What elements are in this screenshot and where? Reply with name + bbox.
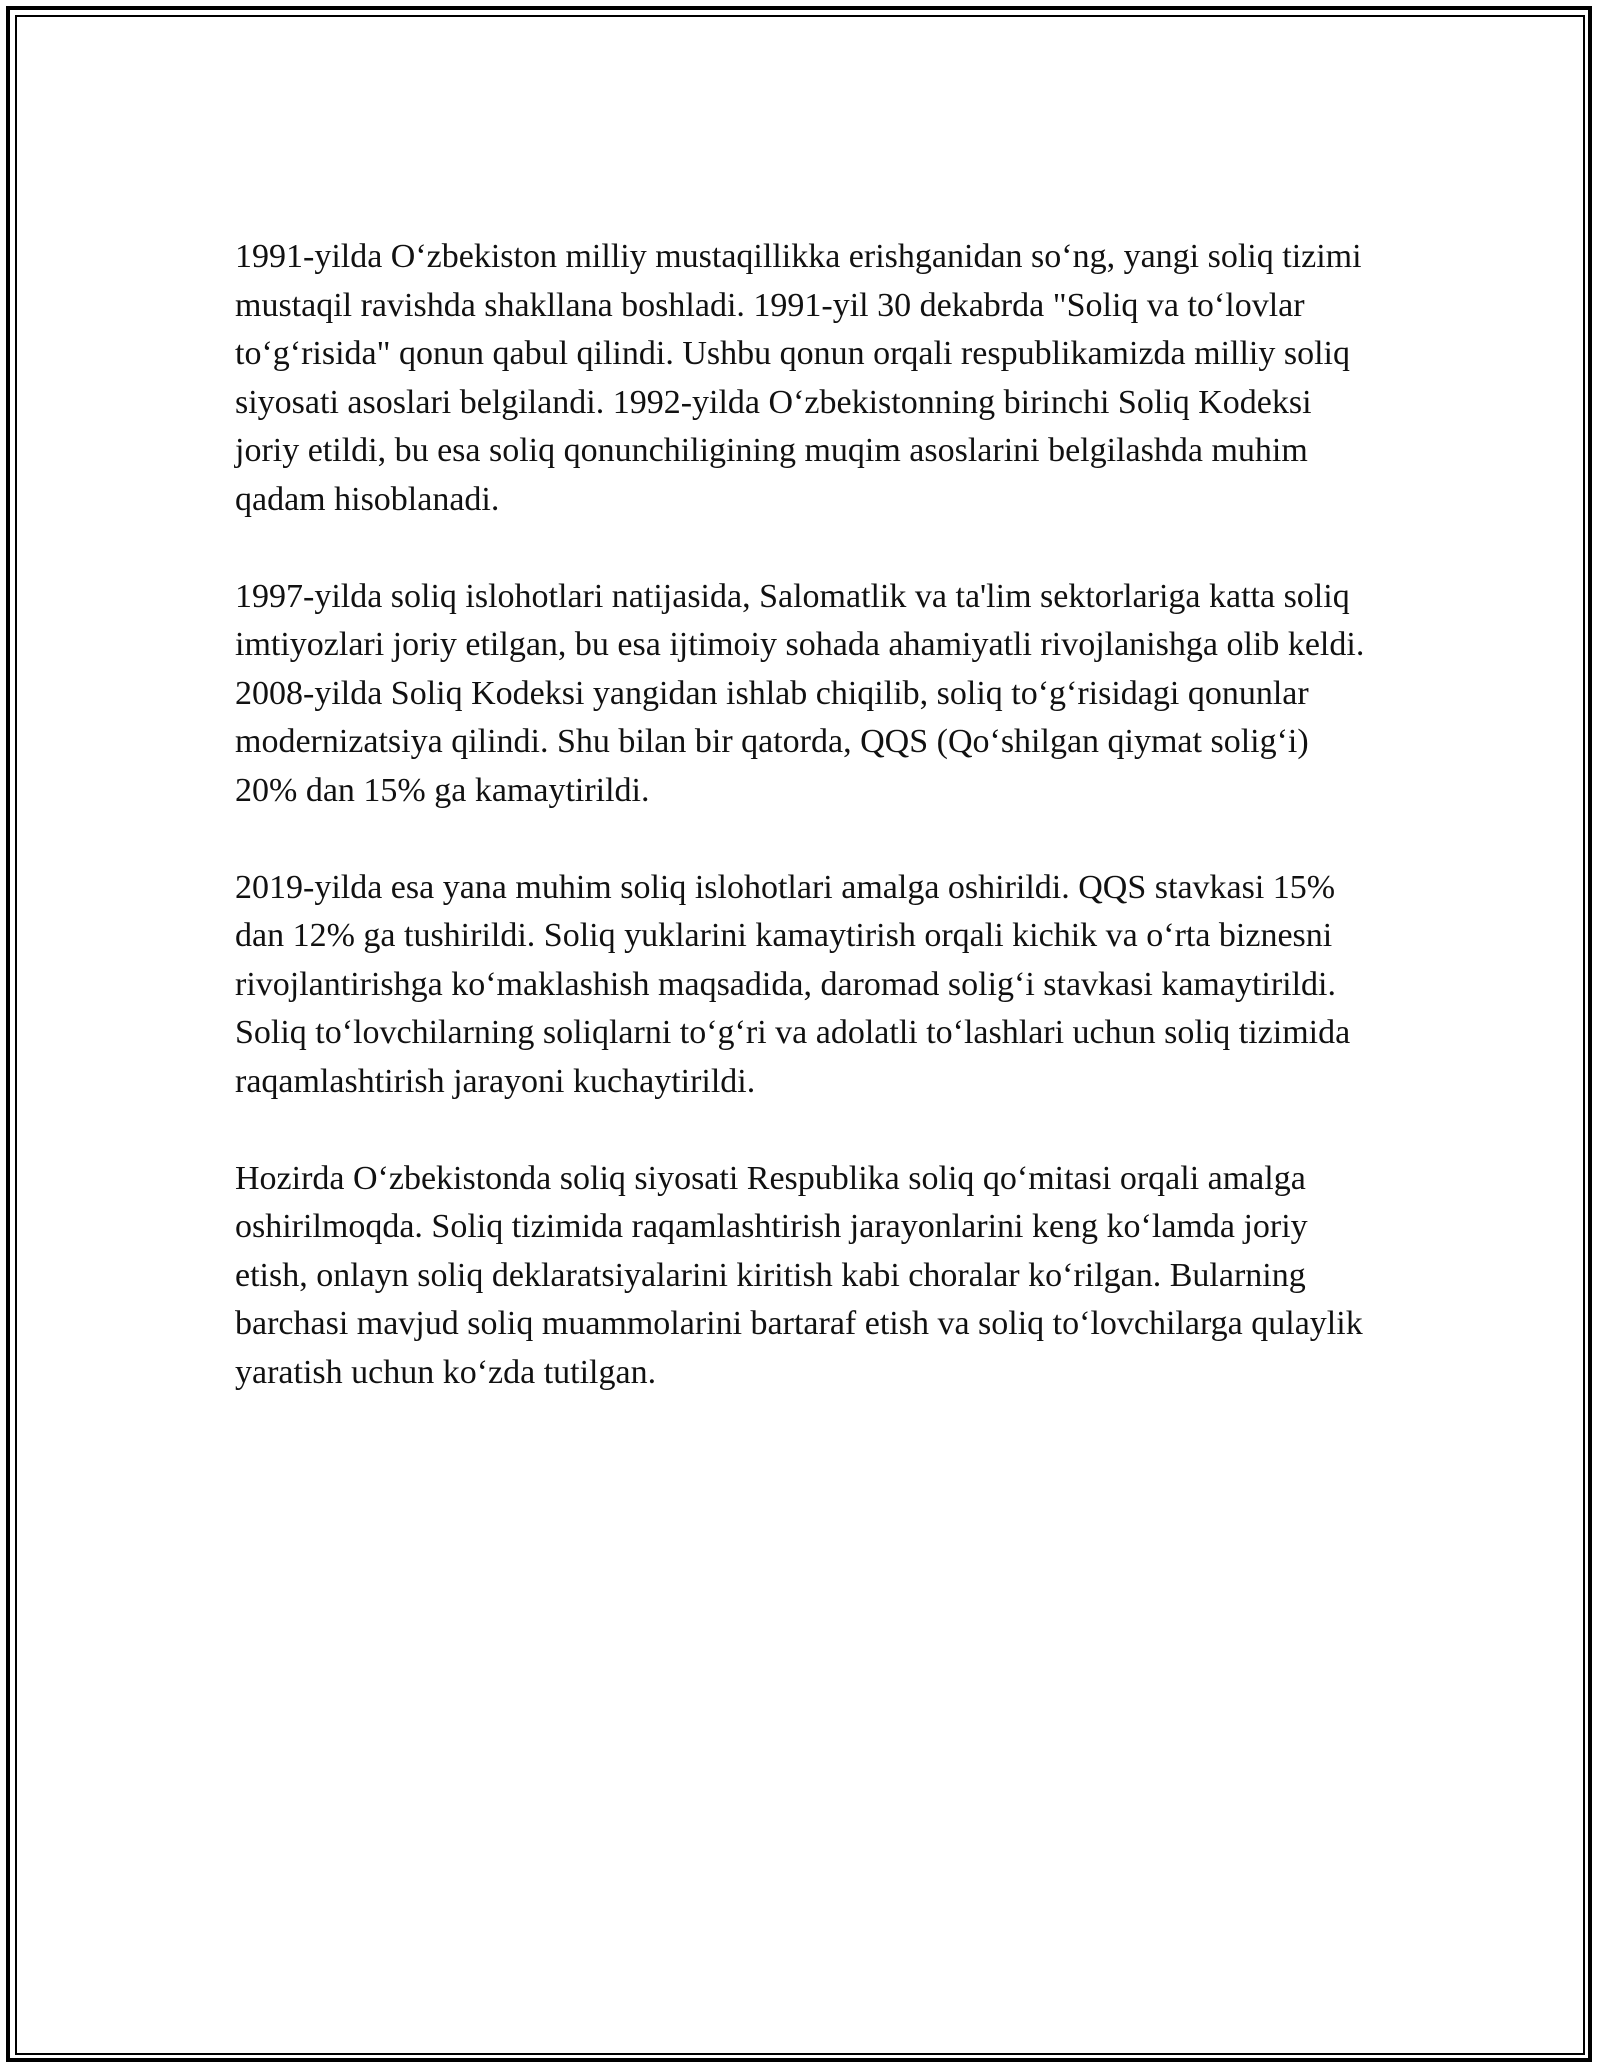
paragraph-2: 1997-yilda soliq islohotlari natijasida, Salomatlik va ta'lim sektorlariga katta soliq imtiyozlari joriy etilgan, bu esa ijtimoiy sohada ahamiyatli rivojlanishga olib keldi. 2008-yilda Soliq Kodeksi yangidan ishlab chiqilib, soliq to‘g‘risidagi qonunlar modernizatsiya qilindi. Shu bilan bir qatorda, QQS (Qo‘shilgan qiymat solig‘i) 20% dan 15% ga kamaytirildi.	[235, 577, 1365, 809]
document-body	[235, 233, 1375, 1446]
paragraph-1: 1991-yilda O‘zbekiston milliy mustaqillikka erishganidan so‘ng, yangi soliq tizimi mustaqil ravishda shakllana boshladi. 1991-yil 30 dekabrda "Soliq va to‘lovlar to‘g‘risida" qonun qabul qilindi. Ushbu qonun orqali respublikamizda milliy soliq siyosati asoslari belgilandi. 1992-yilda O‘zbekistonning birinchi Soliq Kodeksi joriy etildi, bu esa soliq qonunchiligining muqim asoslarini belgilashda muhim qadam hisoblanadi.	[235, 238, 1362, 518]
paragraph-3: 2019-yilda esa yana muhim soliq islohotlari amalga oshirildi. QQS stavkasi 15% dan 12% ga tushirildi. Soliq yuklarini kamaytirish orqali kichik va o‘rta biznesni rivojlantirishga ko‘maklashish maqsadida, daromad solig‘i stavkasi kamaytirildi. Soliq to‘lovchilarning soliqlarni to‘g‘ri va adolatli to‘lashlari uchun soliq tizimida raqamlashtirish jarayoni kuchaytirildi.	[235, 868, 1351, 1100]
paragraph-4: Hozirda O‘zbekistonda soliq siyosati Respublika soliq qo‘mitasi orqali amalga oshirilmoqda. Soliq tizimida raqamlashtirish jarayonlarini keng ko‘lamda joriy etish, onlayn soliq deklaratsiyalarini kiritish kabi choralar ko‘rilgan. Bularning barchasi mavjud soliq muammolarini bartaraf etish va soliq to‘lovchilarga qulaylik yaratish uchun ko‘zda tutilgan.	[235, 1159, 1363, 1391]
